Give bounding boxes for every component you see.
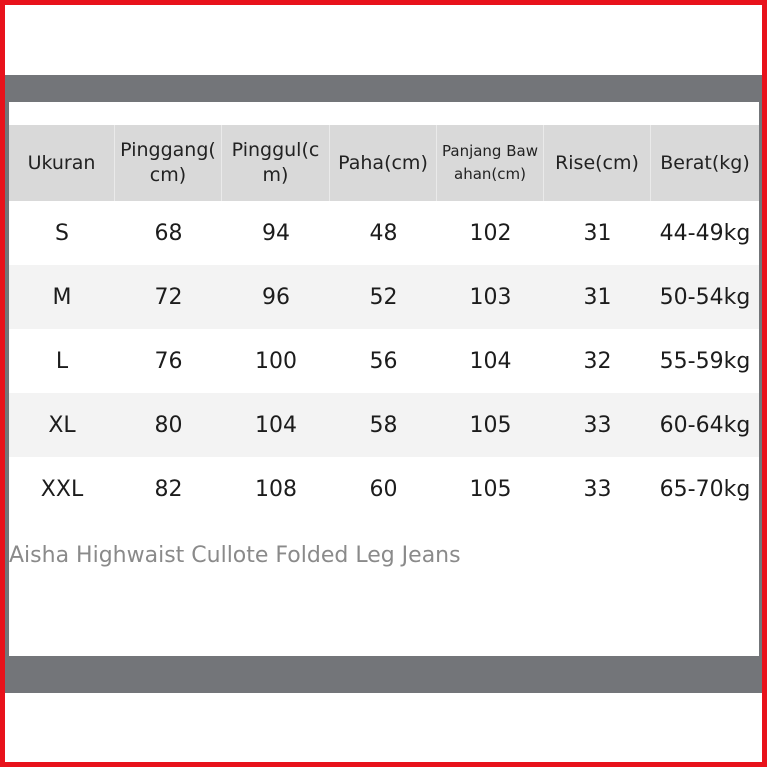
table-header-row bbox=[9, 125, 759, 201]
cell-thigh: 56 bbox=[369, 348, 398, 374]
cell-thigh: 52 bbox=[369, 284, 398, 310]
cell-size: L bbox=[55, 348, 69, 374]
cell-thigh: 48 bbox=[369, 220, 398, 246]
cell-waist: 82 bbox=[154, 476, 183, 502]
header-pinggang bbox=[115, 125, 222, 201]
cell-rise: 33 bbox=[583, 476, 612, 502]
cell-waist: 68 bbox=[154, 220, 183, 246]
table-row bbox=[9, 201, 759, 265]
header-pinggul bbox=[222, 125, 330, 201]
header-label-line2: m) bbox=[262, 164, 289, 186]
cell-hip: 108 bbox=[255, 476, 297, 502]
header-label: Berat(kg) bbox=[660, 151, 750, 174]
header-label-line1: Pinggul(c bbox=[231, 139, 320, 161]
header-label: Rise(cm) bbox=[555, 151, 639, 174]
table-row bbox=[9, 265, 759, 329]
header-label-line1: Panjang Baw bbox=[442, 142, 538, 160]
header-panjang-bawahan bbox=[437, 125, 544, 201]
cell-hip: 96 bbox=[262, 284, 290, 310]
cell-waist: 76 bbox=[154, 348, 183, 374]
cell-hip: 104 bbox=[255, 412, 297, 438]
cell-size: XXL bbox=[40, 476, 84, 502]
cell-weight: 60-64kg bbox=[659, 412, 751, 438]
cell-hip: 100 bbox=[255, 348, 297, 374]
table-row bbox=[9, 457, 759, 521]
cell-size: S bbox=[55, 220, 69, 246]
table-row bbox=[9, 393, 759, 457]
cell-rise: 32 bbox=[583, 348, 612, 374]
cell-rise: 33 bbox=[583, 412, 612, 438]
cell-length: 103 bbox=[469, 284, 512, 310]
cell-hip: 94 bbox=[262, 220, 290, 246]
header-label: Ukuran bbox=[27, 151, 96, 174]
cell-size: XL bbox=[48, 412, 76, 438]
header-berat bbox=[651, 125, 759, 201]
cell-weight: 55-59kg bbox=[659, 348, 751, 374]
cell-length: 105 bbox=[469, 412, 512, 438]
header-paha bbox=[330, 125, 437, 201]
header-rise bbox=[544, 125, 651, 201]
top-gray-band bbox=[5, 75, 762, 102]
cell-size: M bbox=[52, 284, 72, 310]
cell-length: 105 bbox=[469, 476, 512, 502]
cell-length: 104 bbox=[469, 348, 512, 374]
cell-rise: 31 bbox=[583, 284, 612, 310]
cell-thigh: 58 bbox=[369, 412, 398, 438]
size-chart-table bbox=[9, 125, 759, 521]
cell-weight: 50-54kg bbox=[659, 284, 751, 310]
right-gray-band bbox=[759, 75, 762, 693]
cell-rise: 31 bbox=[583, 220, 612, 246]
cell-weight: 44-49kg bbox=[659, 220, 751, 246]
header-label: Paha(cm) bbox=[338, 151, 428, 174]
table-row bbox=[9, 329, 759, 393]
header-label-line1: Pinggang( bbox=[120, 139, 216, 161]
cell-length: 102 bbox=[469, 220, 512, 246]
product-title: Aisha Highwaist Cullote Folded Leg Jeans bbox=[9, 543, 461, 568]
header-ukuran bbox=[9, 125, 115, 201]
cell-waist: 72 bbox=[154, 284, 183, 310]
bottom-gray-band bbox=[5, 656, 762, 693]
header-label-line2: cm) bbox=[149, 164, 187, 186]
cell-thigh: 60 bbox=[369, 476, 398, 502]
cell-waist: 80 bbox=[154, 412, 183, 438]
header-label-line2: ahan(cm) bbox=[454, 165, 526, 183]
cell-weight: 65-70kg bbox=[659, 476, 751, 502]
